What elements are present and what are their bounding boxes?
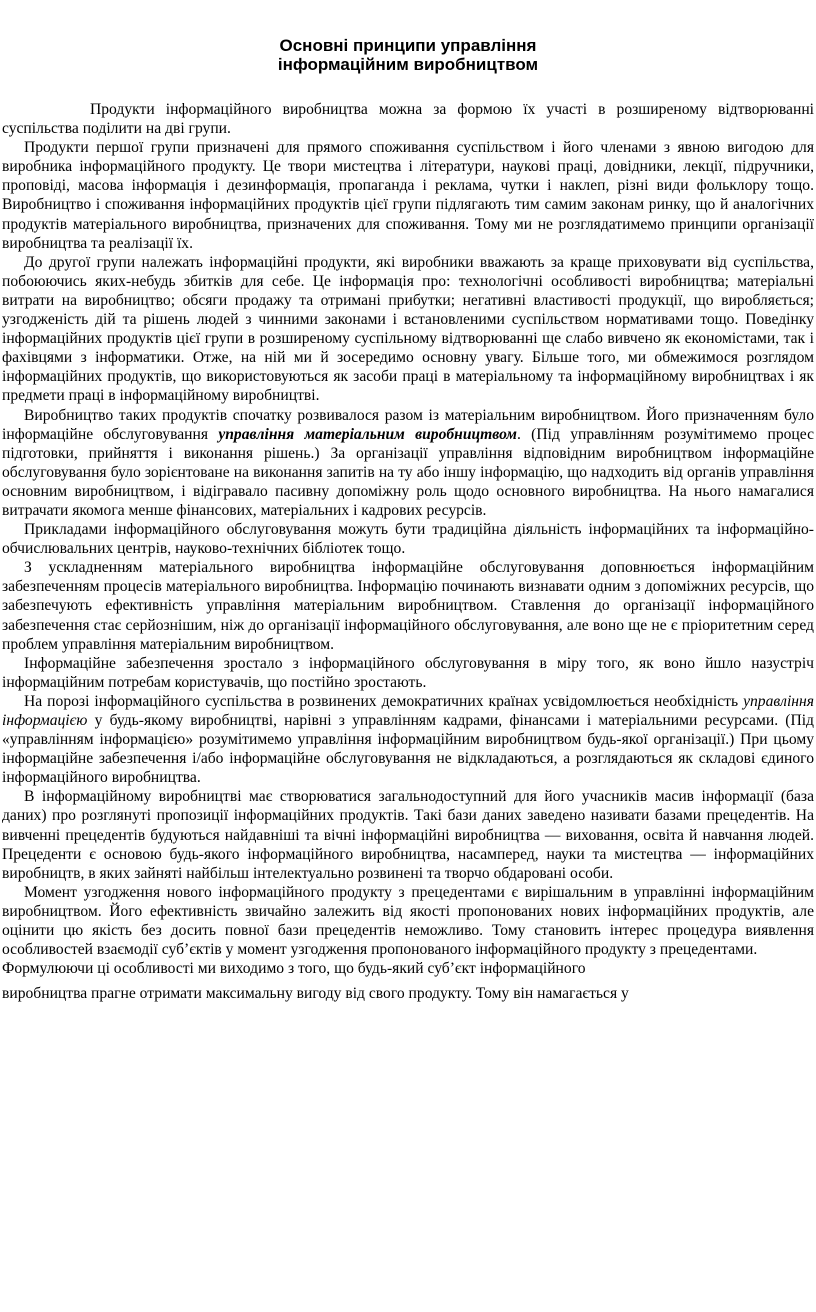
paragraph-text: Виробництво таких продуктів спочатку розвивалося разом із матеріальним виробництвом. Його призначенням було інформаційне обслуговування bbox=[2, 406, 814, 443]
paragraph-first-group: Продукти першої групи призначені для прямого споживання суспільством і його членами з явною вигодою для виробника інформаційного продукту. Це твори мистецтва і літератури, наукові праці, довідники, лекції, підручники, проповіді, масова інформація і дезинформація, пропаганда і реклама, чутки і наклеп, різні види фольклору тощо. Виробництво і споживання інформаційних продуктів цієї групи підлягають тим самим законам ринку, що й аналогічних продуктів матеріального виробництва, призначених для споживання. Тому ми не розглядатимемо принципи організації виробництва та реалізації їх. bbox=[2, 139, 814, 252]
title-line-2: інформаційним виробництвом bbox=[277, 55, 539, 74]
emphasis-term: управління інформацією bbox=[2, 692, 814, 729]
paragraph-coordination: Момент узгодження нового інформаційного продукту з прецедентами є вирішальним в управлінні інформаційним виробництвом. Його ефективність звичайно залежить від якості пропонованих нових інформаційних продуктів, але оцінити цю якість без досить повної бази прецедентів неможливо. Тому становить інтерес процедура виявлення особливостей взаємодії суб’єктів у момент узгодження пропонованого інформаційного продукту з прецедентами. bbox=[2, 883, 814, 959]
paragraph-text: . (Під управлінням розумітимемо процес підготовки, прийняття і виконання рішень.) За організації управління відповідним виробництвом інформаційне обслуговування було зорієнтоване на виконання запитів на ту або іншу інформацію, що надходить від органів управління основним виробництвом, і відігравало пасивну допоміжну роль щодо основного виробництва. На нього намагалися витрачати якомога менше фінансових, матеріальних і кадрових ресурсів. bbox=[2, 425, 815, 519]
paragraph-info-management bbox=[2, 692, 814, 787]
paragraph-second-group: До другої групи належать інформаційні продукти, які виробники вважають за краще приховувати від суспільства, побоюючись яких-небудь збитків для себе. Це інформація про: технологічні особливості виробництва; матеріальні витрати на виробництво; обсяги продажу та отримані прибутки; негативні властивості продукції, що виробляється; узгодженість дій та рішень людей з чинними законами і встановленими суспільством нормативами тощо. Поведінку інформаційних продуктів цієї групи в розширеному суспільному відтворюванні ще слабо вивчено як економістами, так і фахівцями з інформатики. Отже, на ній ми й зосередимо основну увагу. Більше того, ми обмежимося розглядом інформаційних продуктів, що використовуються як засоби праці в матеріальному та інформаційному виробництвах і як предмети праці в інформаційному виробництві. bbox=[2, 253, 814, 405]
paragraph-text: у будь-якому виробництві, нарівні з управлінням кадрами, фінансами і матеріальними ресурсами. (Під «управлінням інформацією» розумітимемо управління інформаційним виробництвом будь-якої організації.) При цьому інформаційне забезпечення і/або інформаційне обслуговування не відкладаються, а розглядаються як складові єдиного інформаційного виробництва. bbox=[2, 712, 814, 787]
paragraph-formulating: Формулюючи ці особливості ми виходимо з того, що будь-який суб’єкт інформаційного bbox=[2, 960, 586, 978]
paragraph-production-history bbox=[2, 406, 814, 521]
paragraph-precedents: В інформаційному виробництві має створюватися загальнодоступний для його учасників масив інформації (база даних) про розглянуті пропозиції інформаційних продуктів. Такі бази даних заведено називати базами прецедентів. На вивченні прецедентів будуються найдавніші та вічні інформаційні виробництва — виховання, освіта й навчання людей. Прецеденти є основою будь-якого інформаційного виробництва, насамперед, науки та мистецтва — інформаційних виробництв, в яких зайняті найбільш інтелектуально розвинені та творчо обдаровані особи. bbox=[2, 788, 814, 882]
paragraph-info-support-growth: Інформаційне забезпечення зростало з інформаційного обслуговування в міру того, як воно йшло назустріч інформаційним потребам користувачів, що постійно зростають. bbox=[2, 654, 814, 691]
paragraph-examples: Прикладами інформаційного обслуговування можуть бути традиційна діяльність інформаційних та інформаційно-обчислювальних центрів, науково-технічних бібліотек тощо. bbox=[2, 521, 814, 558]
paragraph-text: На порозі інформаційного суспільства в розвинених демократичних країнах усвідомлюється необхідність bbox=[24, 692, 744, 710]
emphasis-term: управління матеріальним виробництвом bbox=[218, 425, 517, 443]
paragraph-continuation: виробництва прагне отримати максимальну вигоду від свого продукту. Тому він намагається у bbox=[2, 985, 629, 1003]
page-title bbox=[2, 36, 814, 74]
title-line-1: Основні принципи управління bbox=[279, 36, 537, 55]
paragraph-intro: Продукти інформаційного виробництва можна за формою їх участі в розширеному відтворюванні суспільства поділити на дві групи. bbox=[2, 101, 814, 138]
paragraph-info-support: З ускладненням матеріального виробництва інформаційне обслуговування доповнюється інформаційним забезпеченням процесів матеріального виробництва. Інформацію починають визнавати одним з допоміжних ресурсів, що забезпечують ефективність управління матеріальним виробництвом. Ставлення до організації інформаційного забезпечення стає серйознішим, ніж до організації інформаційного обслуговування, але воно ще не є пріоритетним серед проблем управління матеріальним виробництвом. bbox=[2, 559, 814, 653]
document-body bbox=[2, 100, 814, 1003]
